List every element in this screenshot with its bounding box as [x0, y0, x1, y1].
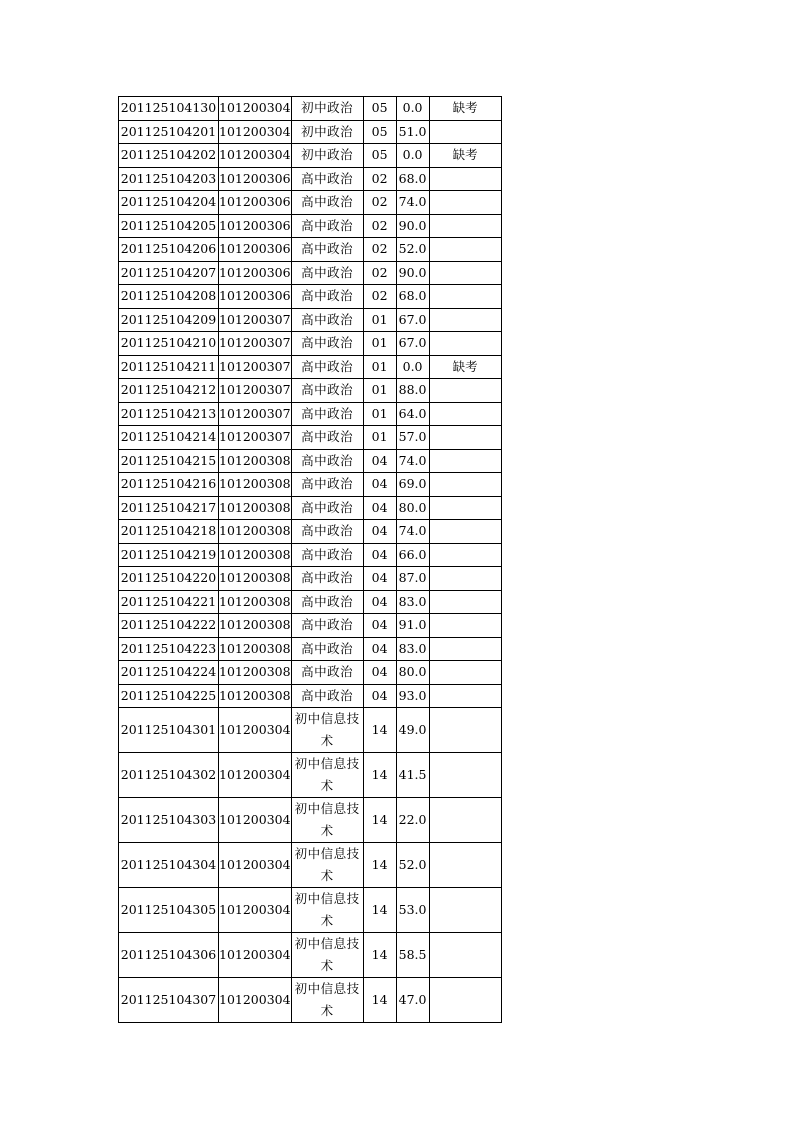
score-cell: 0.0: [396, 355, 429, 379]
group-cell: 04: [363, 637, 396, 661]
subject-cell: 高中政治: [291, 661, 363, 685]
score-cell: 67.0: [396, 308, 429, 332]
remark-cell: [429, 285, 501, 309]
exam-id-cell: 201125104211: [119, 355, 219, 379]
remark-cell: [429, 798, 501, 843]
exam-id-cell: 201125104206: [119, 238, 219, 262]
position-code-cell: 101200306: [219, 261, 292, 285]
remark-cell: [429, 843, 501, 888]
table-row: [119, 167, 502, 191]
position-code-cell: 101200304: [219, 97, 292, 121]
subject-cell: 高中政治: [291, 285, 363, 309]
position-code-cell: 101200304: [219, 120, 292, 144]
group-cell: 01: [363, 332, 396, 356]
group-cell: 04: [363, 684, 396, 708]
exam-id-cell: 201125104202: [119, 144, 219, 168]
subject-cell: 初中信息技术: [291, 888, 363, 933]
table-row: [119, 933, 502, 978]
subject-cell: 高中政治: [291, 332, 363, 356]
exam-id-cell: 201125104130: [119, 97, 219, 121]
subject-cell: 高中政治: [291, 191, 363, 215]
position-code-cell: 101200307: [219, 355, 292, 379]
position-code-cell: 101200308: [219, 520, 292, 544]
group-cell: 04: [363, 567, 396, 591]
score-cell: 66.0: [396, 543, 429, 567]
remark-cell: [429, 567, 501, 591]
position-code-cell: 101200307: [219, 308, 292, 332]
remark-cell: [429, 191, 501, 215]
group-cell: 01: [363, 402, 396, 426]
position-code-cell: 101200306: [219, 238, 292, 262]
score-cell: 83.0: [396, 590, 429, 614]
subject-cell: 高中政治: [291, 684, 363, 708]
group-cell: 14: [363, 708, 396, 753]
group-cell: 05: [363, 120, 396, 144]
position-code-cell: 101200308: [219, 661, 292, 685]
score-table-body: [119, 97, 502, 1023]
group-cell: 04: [363, 543, 396, 567]
exam-id-cell: 201125104222: [119, 614, 219, 638]
subject-cell: 初中政治: [291, 144, 363, 168]
score-cell: 93.0: [396, 684, 429, 708]
exam-id-cell: 201125104204: [119, 191, 219, 215]
position-code-cell: 101200304: [219, 978, 292, 1023]
subject-cell: 高中政治: [291, 308, 363, 332]
exam-id-cell: 201125104223: [119, 637, 219, 661]
remark-cell: [429, 214, 501, 238]
position-code-cell: 101200306: [219, 214, 292, 238]
remark-cell: [429, 888, 501, 933]
remark-cell: [429, 933, 501, 978]
subject-cell: 高中政治: [291, 167, 363, 191]
exam-id-cell: 201125104221: [119, 590, 219, 614]
remark-cell: [429, 614, 501, 638]
group-cell: 02: [363, 167, 396, 191]
subject-cell: 高中政治: [291, 543, 363, 567]
score-cell: 91.0: [396, 614, 429, 638]
exam-id-cell: 201125104219: [119, 543, 219, 567]
position-code-cell: 101200308: [219, 473, 292, 497]
group-cell: 14: [363, 753, 396, 798]
score-cell: 57.0: [396, 426, 429, 450]
subject-cell: 高中政治: [291, 214, 363, 238]
group-cell: 05: [363, 97, 396, 121]
exam-id-cell: 201125104220: [119, 567, 219, 591]
score-cell: 53.0: [396, 888, 429, 933]
position-code-cell: 101200308: [219, 567, 292, 591]
position-code-cell: 101200307: [219, 332, 292, 356]
position-code-cell: 101200304: [219, 144, 292, 168]
subject-cell: 初中信息技术: [291, 933, 363, 978]
exam-id-cell: 201125104302: [119, 753, 219, 798]
score-cell: 68.0: [396, 285, 429, 309]
position-code-cell: 101200307: [219, 379, 292, 403]
score-cell: 0.0: [396, 144, 429, 168]
subject-cell: 高中政治: [291, 567, 363, 591]
score-cell: 41.5: [396, 753, 429, 798]
table-row: [119, 637, 502, 661]
subject-cell: 高中政治: [291, 590, 363, 614]
subject-cell: 高中政治: [291, 238, 363, 262]
exam-id-cell: 201125104215: [119, 449, 219, 473]
group-cell: 02: [363, 285, 396, 309]
exam-id-cell: 201125104217: [119, 496, 219, 520]
subject-cell: 初中信息技术: [291, 978, 363, 1023]
remark-cell: [429, 661, 501, 685]
table-row: [119, 590, 502, 614]
score-cell: 90.0: [396, 261, 429, 285]
table-row: [119, 543, 502, 567]
exam-id-cell: 201125104201: [119, 120, 219, 144]
exam-id-cell: 201125104207: [119, 261, 219, 285]
table-row: [119, 355, 502, 379]
exam-id-cell: 201125104213: [119, 402, 219, 426]
group-cell: 14: [363, 798, 396, 843]
exam-id-cell: 201125104203: [119, 167, 219, 191]
exam-id-cell: 201125104225: [119, 684, 219, 708]
remark-cell: [429, 543, 501, 567]
group-cell: 04: [363, 590, 396, 614]
remark-cell: [429, 308, 501, 332]
table-row: [119, 520, 502, 544]
score-cell: 52.0: [396, 843, 429, 888]
score-cell: 52.0: [396, 238, 429, 262]
table-row: [119, 753, 502, 798]
subject-cell: 初中信息技术: [291, 798, 363, 843]
table-row: [119, 449, 502, 473]
score-cell: 67.0: [396, 332, 429, 356]
subject-cell: 高中政治: [291, 637, 363, 661]
group-cell: 14: [363, 978, 396, 1023]
position-code-cell: 101200308: [219, 590, 292, 614]
subject-cell: 高中政治: [291, 473, 363, 497]
remark-cell: [429, 520, 501, 544]
score-cell: 80.0: [396, 496, 429, 520]
subject-cell: 高中政治: [291, 614, 363, 638]
table-row: [119, 426, 502, 450]
score-cell: 87.0: [396, 567, 429, 591]
position-code-cell: 101200304: [219, 798, 292, 843]
subject-cell: 高中政治: [291, 261, 363, 285]
table-row: [119, 191, 502, 215]
group-cell: 02: [363, 214, 396, 238]
remark-cell: [429, 637, 501, 661]
score-cell: 69.0: [396, 473, 429, 497]
group-cell: 14: [363, 843, 396, 888]
score-cell: 51.0: [396, 120, 429, 144]
position-code-cell: 101200306: [219, 285, 292, 309]
position-code-cell: 101200307: [219, 426, 292, 450]
group-cell: 04: [363, 496, 396, 520]
table-row: [119, 285, 502, 309]
remark-cell: [429, 496, 501, 520]
table-row: [119, 978, 502, 1023]
position-code-cell: 101200308: [219, 543, 292, 567]
position-code-cell: 101200304: [219, 708, 292, 753]
exam-id-cell: 201125104214: [119, 426, 219, 450]
subject-cell: 高中政治: [291, 402, 363, 426]
group-cell: 01: [363, 379, 396, 403]
position-code-cell: 101200304: [219, 843, 292, 888]
remark-cell: [429, 167, 501, 191]
group-cell: 01: [363, 426, 396, 450]
subject-cell: 高中政治: [291, 449, 363, 473]
score-cell: 22.0: [396, 798, 429, 843]
exam-id-cell: 201125104208: [119, 285, 219, 309]
table-row: [119, 308, 502, 332]
subject-cell: 高中政治: [291, 355, 363, 379]
subject-cell: 高中政治: [291, 520, 363, 544]
table-row: [119, 473, 502, 497]
remark-cell: [429, 120, 501, 144]
score-cell: 47.0: [396, 978, 429, 1023]
exam-id-cell: 201125104305: [119, 888, 219, 933]
exam-id-cell: 201125104205: [119, 214, 219, 238]
table-row: [119, 144, 502, 168]
group-cell: 02: [363, 261, 396, 285]
table-row: [119, 708, 502, 753]
remark-cell: 缺考: [429, 97, 501, 121]
remark-cell: [429, 332, 501, 356]
exam-id-cell: 201125104218: [119, 520, 219, 544]
subject-cell: 初中政治: [291, 120, 363, 144]
table-row: [119, 661, 502, 685]
score-cell: 64.0: [396, 402, 429, 426]
exam-id-cell: 201125104216: [119, 473, 219, 497]
remark-cell: [429, 379, 501, 403]
remark-cell: [429, 238, 501, 262]
position-code-cell: 101200304: [219, 888, 292, 933]
table-row: [119, 261, 502, 285]
exam-id-cell: 201125104209: [119, 308, 219, 332]
remark-cell: [429, 449, 501, 473]
remark-cell: [429, 261, 501, 285]
table-row: [119, 332, 502, 356]
position-code-cell: 101200306: [219, 191, 292, 215]
exam-id-cell: 201125104303: [119, 798, 219, 843]
exam-id-cell: 201125104301: [119, 708, 219, 753]
position-code-cell: 101200307: [219, 402, 292, 426]
position-code-cell: 101200308: [219, 449, 292, 473]
remark-cell: 缺考: [429, 144, 501, 168]
remark-cell: [429, 684, 501, 708]
score-cell: 68.0: [396, 167, 429, 191]
group-cell: 02: [363, 238, 396, 262]
remark-cell: [429, 402, 501, 426]
remark-cell: [429, 590, 501, 614]
table-row: [119, 567, 502, 591]
remark-cell: [429, 473, 501, 497]
table-row: [119, 888, 502, 933]
subject-cell: 高中政治: [291, 496, 363, 520]
group-cell: 14: [363, 888, 396, 933]
table-row: [119, 798, 502, 843]
group-cell: 04: [363, 449, 396, 473]
table-row: [119, 379, 502, 403]
score-cell: 88.0: [396, 379, 429, 403]
score-cell: 74.0: [396, 191, 429, 215]
table-row: [119, 238, 502, 262]
table-row: [119, 120, 502, 144]
group-cell: 04: [363, 614, 396, 638]
exam-id-cell: 201125104304: [119, 843, 219, 888]
group-cell: 04: [363, 473, 396, 497]
remark-cell: [429, 978, 501, 1023]
position-code-cell: 101200308: [219, 684, 292, 708]
exam-id-cell: 201125104307: [119, 978, 219, 1023]
exam-id-cell: 201125104212: [119, 379, 219, 403]
position-code-cell: 101200308: [219, 637, 292, 661]
table-row: [119, 684, 502, 708]
exam-id-cell: 201125104210: [119, 332, 219, 356]
group-cell: 05: [363, 144, 396, 168]
table-row: [119, 843, 502, 888]
score-cell: 74.0: [396, 520, 429, 544]
position-code-cell: 101200308: [219, 614, 292, 638]
position-code-cell: 101200304: [219, 933, 292, 978]
subject-cell: 高中政治: [291, 426, 363, 450]
table-row: [119, 614, 502, 638]
group-cell: 01: [363, 308, 396, 332]
position-code-cell: 101200304: [219, 753, 292, 798]
table-row: [119, 97, 502, 121]
subject-cell: 初中信息技术: [291, 708, 363, 753]
group-cell: 02: [363, 191, 396, 215]
remark-cell: [429, 426, 501, 450]
remark-cell: [429, 708, 501, 753]
table-row: [119, 214, 502, 238]
table-row: [119, 402, 502, 426]
score-cell: 80.0: [396, 661, 429, 685]
group-cell: 04: [363, 520, 396, 544]
score-cell: 49.0: [396, 708, 429, 753]
remark-cell: 缺考: [429, 355, 501, 379]
group-cell: 04: [363, 661, 396, 685]
subject-cell: 高中政治: [291, 379, 363, 403]
score-cell: 74.0: [396, 449, 429, 473]
exam-id-cell: 201125104224: [119, 661, 219, 685]
score-cell: 0.0: [396, 97, 429, 121]
remark-cell: [429, 753, 501, 798]
subject-cell: 初中信息技术: [291, 753, 363, 798]
score-cell: 90.0: [396, 214, 429, 238]
subject-cell: 初中信息技术: [291, 843, 363, 888]
position-code-cell: 101200308: [219, 496, 292, 520]
exam-id-cell: 201125104306: [119, 933, 219, 978]
score-cell: 58.5: [396, 933, 429, 978]
group-cell: 14: [363, 933, 396, 978]
position-code-cell: 101200306: [219, 167, 292, 191]
score-table: [118, 96, 502, 1023]
subject-cell: 初中政治: [291, 97, 363, 121]
table-row: [119, 496, 502, 520]
group-cell: 01: [363, 355, 396, 379]
score-cell: 83.0: [396, 637, 429, 661]
